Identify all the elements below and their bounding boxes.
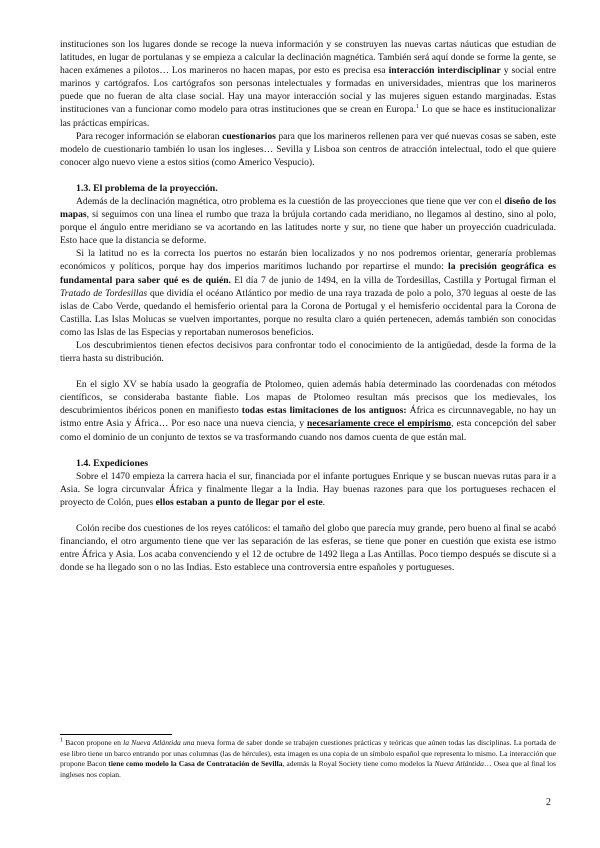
paragraph	[60, 339, 556, 365]
text-run: necesariamente crece el empirismo	[307, 418, 452, 430]
footnote	[60, 738, 556, 780]
paragraph	[60, 195, 556, 247]
text-run: El día 7 de junio de 1494, en la villa de Tordesillas, Castilla y Portugal firman el	[230, 274, 556, 286]
text-run: la precisión geográfica es fundamental para saber qué es de quién.	[60, 261, 556, 286]
text-run: Si la latitud no es la correcta los puertos no estarán bien localizados y no nos podremos orientar, generaría problemas económicos y políticos, porque hay dos imperios marítimos luchando por repartirse el mundo:	[60, 248, 556, 273]
text-run: nueva forma de saber donde se trabajen cuestiones prácticas y teóricas que aúnen todas las disciplinas. La portada de ese libro tiene un barco entrando por unas columnas (las de hércules), esta imagen es una copia de un símbolo español que representa lo mismo. La interacción que propone Bacon	[60, 738, 556, 769]
text-run: instituciones son los lugares donde se recoge la nueva información y se construyen las nuevas cartas náuticas que estudian de latitudes, en lugar de portulanas y se empieza a calcular la declinación magnética. También será aquí donde se forme la gente, se hacen exámenes a pilotos… Los marineros no hacen mapas, por esto es precisa esa	[60, 39, 556, 77]
text-run: tiene como modelo la Casa de Contratación de Sevilla	[108, 759, 283, 769]
text-run: África es circunnavegable, no hay un istmo entre Asia y África… Por eso nace una nueva ciencia, y	[60, 405, 556, 430]
text-run: , además la Royal Society tiene como modelos la	[282, 759, 435, 769]
paragraph	[60, 522, 556, 574]
text-run: Tratado de Tordesillas	[60, 287, 148, 299]
text-run: interacción interdisciplinar	[388, 65, 501, 77]
text-run: Bacon propone en	[63, 738, 124, 747]
paragraph	[60, 470, 556, 509]
footnote-divider	[60, 734, 172, 735]
page-number: 2	[546, 797, 551, 808]
footnote-ref: 1	[60, 737, 63, 744]
text-run: Para recoger información se elaboran	[76, 130, 223, 142]
text-run: la Nueva Atlántida una	[123, 738, 195, 747]
text-run: Los descubrimientos tienen efectos decisivos para confrontar todo el conocimiento de la antigüedad, desde la forma de la tierra hasta su distribución.	[60, 339, 556, 365]
text-run: , esta concepción del saber como el dominio de un conjunto de textos se va trasformando cuando nos damos cuenta de que están mal.	[60, 418, 556, 443]
footnote-ref: 1	[416, 104, 419, 111]
section-heading: 1.3. El problema de la proyección.	[76, 182, 218, 194]
section-heading: 1.4. Expediciones	[76, 457, 149, 469]
text-run: .	[322, 496, 326, 508]
text-run: Además de la declinación magnética, otro problema es la cuestión de las proyecciones que tiene que ver con el	[76, 195, 505, 207]
text-run: En el siglo XV se había usado la geografía de Ptolomeo, quien además había determinado las coordenadas con métodos científicos, se consideraba bastante fiable. Los mapas de Ptolomeo resultan más precisos que los medievales, los descubrimientos ibéricos ponen en manifiesto	[60, 379, 556, 417]
text-run: cuestionarios	[222, 130, 276, 142]
paragraph	[60, 378, 556, 443]
paragraph	[60, 38, 556, 130]
text-run: que dividía el océano Atlántico por medio de una raya trazada de polo a polo, 370 leguas al oeste de las islas de Cabo Verde, quedando el hemisferio oriental para la Corona de Portugal y el hemisferio occidental para la Corona de Castilla. Las Islas Molucas se vuelven importantes, porque no resulta claro a quién pertenecen, además también son conocidas como las Islas de las Especias y reportaban numerosos beneficios.	[60, 287, 556, 338]
text-run: … Osea que al final los ingleses nos copian.	[60, 759, 556, 779]
text-run: Lo que se hace es institucionalizar las prácticas empíricas.	[60, 104, 556, 129]
paragraph	[60, 130, 556, 169]
text-run: y social entre marinos y cartógrafos. Los cartógrafos son personas intelectuales y formadas en universidades, mientras que los marineros puede que no fueran de alta clase social. Hay una mayor interacción social y las mujeres siguen estando marginadas. Estas instituciones van a funcionar como modelo para otras instituciones que se crean en Europa.	[60, 65, 557, 116]
paragraph	[60, 247, 556, 339]
text-run: Colón recibe dos cuestiones de los reyes católicos: el tamaño del globo que parecía muy grande, pero bueno al final se acabó financiando, el otro argumento tiene que ver las separación de las esferas, se tiene que poner en cuestión que exista ese istmo entre África y Asia. Los acaba convenciendo y el 12 de octubre de 1492 llega a Las Antillas. Poco tiempo después se discute si a donde se ha llegado son o no las Indias. Esto establece una controversia entre españoles y portugueses.	[60, 522, 556, 574]
text-run: para que los marineros rellenen para ver qué nuevas cosas se saben, este modelo de cuestionario también lo usan los ingleses… Sevilla y Lisboa son centros de atracción intelectual, todo el que quiere conocer algo nuevo viene a estos sitios (como Americo Vespucio).	[60, 130, 557, 168]
text-run: todas estas limitaciones de los antiguos:	[241, 405, 407, 417]
text-run: ellos estaban a punto de llegar por el este	[155, 496, 323, 508]
text-run: Nueva Atlántida	[434, 759, 484, 769]
body-text	[60, 38, 556, 574]
text-run: Sobre el 1470 empieza la carrera hacia el sur, financiada por el infante portugues Enrique y se buscan nuevas rutas para ir a Asia. Se logra circunvalar África y finalmente llegar a la India. Hay buenas razones para que los portugueses rechacen el proyecto de Colón, pues	[60, 470, 556, 508]
text-run: , si seguimos con una línea el rumbo que traza la brújula cortando cada meridiano, no llegamos al destino, sino al polo, porque el ángulo entre meridiano se va acortando en las latitudes norte y sur, no tiene que haber un proyección cuadriculada. Esto hace que la distancia se deforme.	[60, 209, 556, 247]
text-run: diseño de los mapas	[60, 195, 556, 221]
